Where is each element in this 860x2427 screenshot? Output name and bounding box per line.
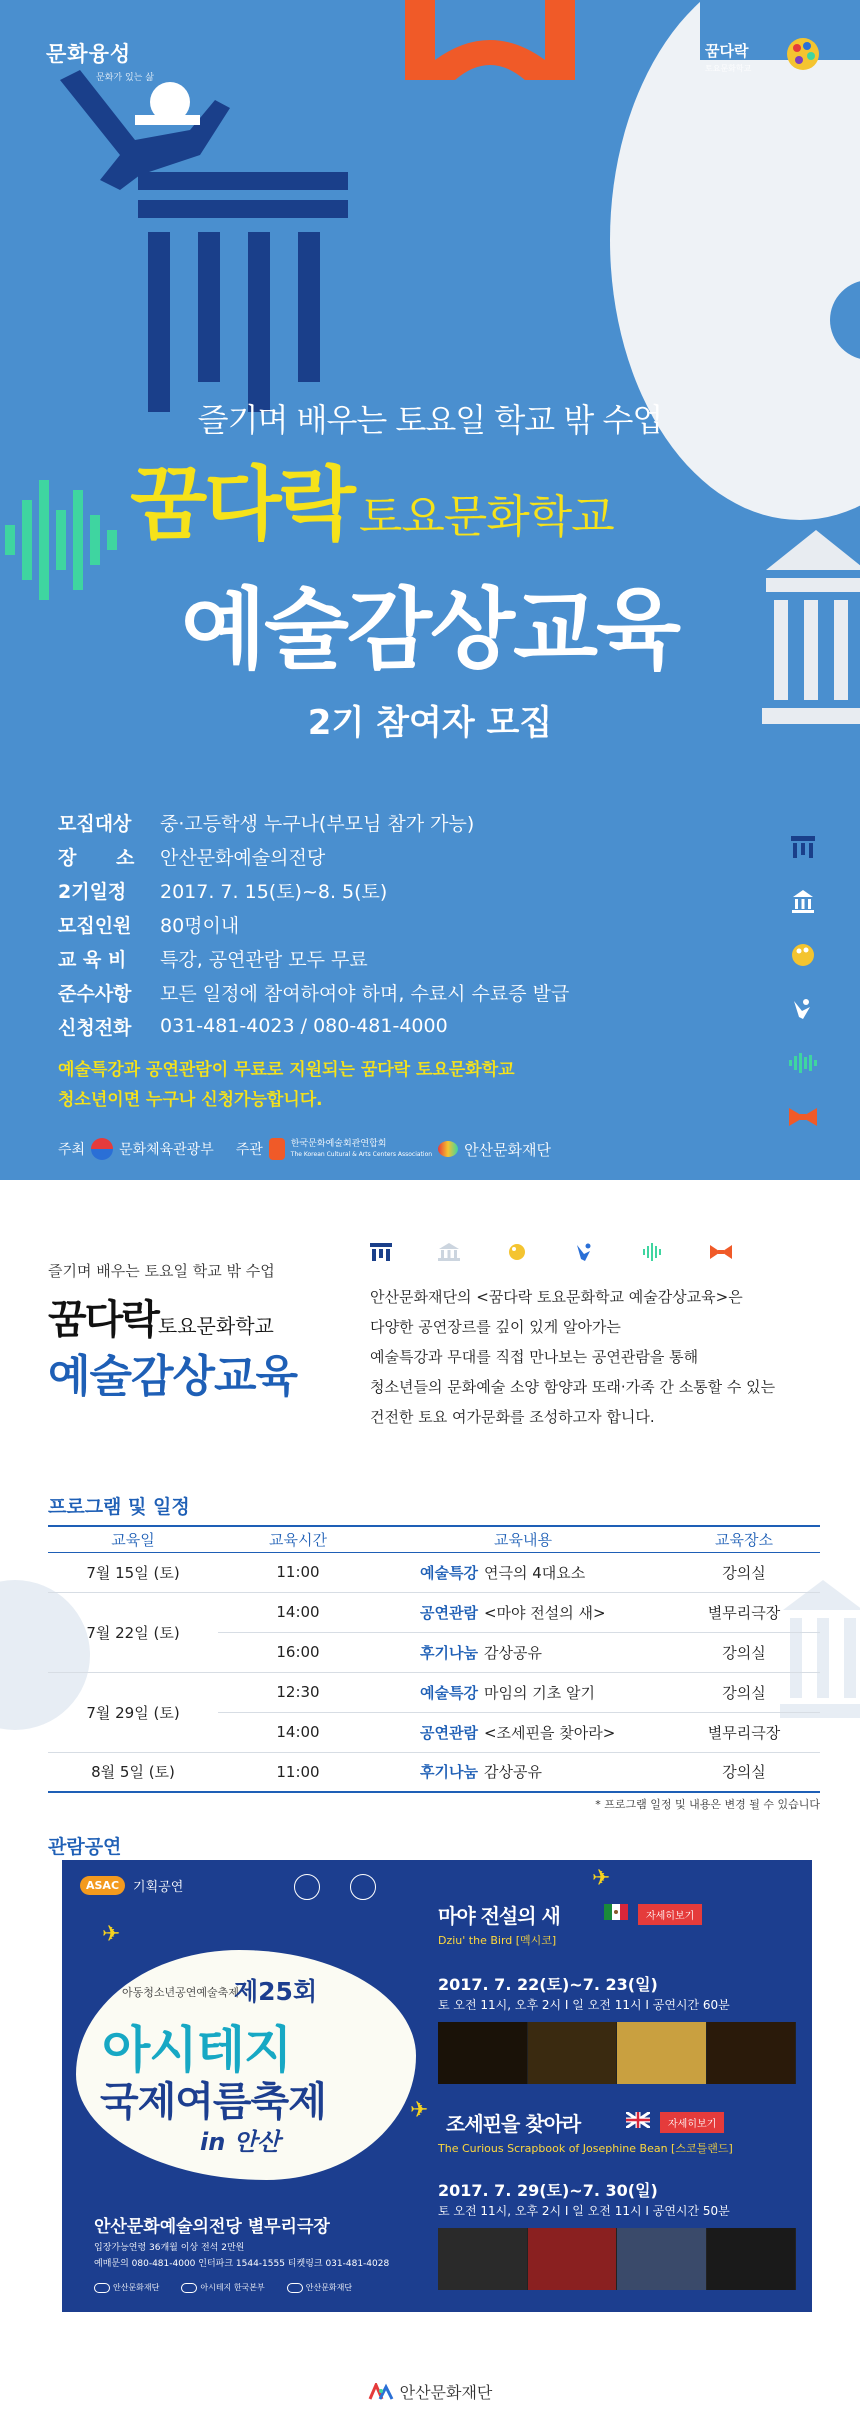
info-key: 신청전화 [58,1016,132,1039]
side-icon-column [788,832,818,1156]
intro-description [370,1282,775,1432]
palette-icon [783,34,823,74]
content-text: <마야 전설의 새> [483,1603,606,1622]
show2-detail-button[interactable]: 자세히보기 [660,2112,724,2133]
content-text: <조세핀을 찾아라> [483,1723,616,1742]
org-logo-icon [287,2283,303,2293]
type-label: 후기나눔 [420,1643,478,1662]
place-cell: 강의실 [668,1552,820,1592]
content-cell [378,1672,668,1712]
info-key: 2기일정 [58,880,127,903]
show-photo [707,2022,797,2084]
festival-orgs [94,2282,352,2293]
table-row [48,1672,820,1712]
show2-subtitle: The Curious Scrapbook of Josephine Bean [스코틀랜드] [438,2142,733,2155]
kocaca-icon [269,1138,285,1160]
info-value: 모든 일정에 참여하여야 하며, 수료시 수료증 발급 [160,982,570,1005]
festival-number: 제25회 [234,1977,318,2006]
ansan-icon [438,1141,458,1157]
program-section [0,1180,860,2427]
content-cell [378,1552,668,1592]
uk-flag-icon [626,2112,650,2128]
content-cell [378,1752,668,1792]
fest-org [94,2282,159,2293]
show2-photos [438,2228,796,2290]
bowtie-icon [710,1243,732,1261]
info-key: 모집대상 [58,812,132,835]
date-cell: 7월 29일 (토) [48,1672,218,1752]
festival-location: in 안산 [200,2128,281,2156]
festival-poster [62,1860,812,2312]
desc-line: 다양한 공연장르를 깊이 있게 알아가는 [370,1318,621,1336]
festival-subtitle: 아동청소년공연예술축제 [122,1986,239,1999]
footer-logo-text: 안산문화재단 [399,2383,493,2402]
info-key: 장 소 [58,846,135,869]
show1-detail-button[interactable]: 자세히보기 [638,1904,702,1925]
info-value: 특강, 공연관람 모두 무료 [160,948,368,971]
info-key: 준수사항 [58,982,132,1005]
intro-icon-row [370,1243,732,1261]
pillar-icon [138,172,348,412]
table-header-row [48,1526,820,1552]
info-key: 모집인원 [58,914,132,937]
org1-en: The Korean Cultural & Arts Centers Association [290,1150,433,1158]
table-row [48,1552,820,1592]
info-key: 교 육 비 [58,948,127,971]
content-cell [378,1592,668,1632]
plane-icon: ✈ [410,2098,429,2123]
partner-logo-icon [350,1874,376,1900]
festival-badge [80,1876,183,1895]
org-logo-icon [94,2283,110,2293]
desc-line: 안산문화재단의 <꿈다락 토요문화학교 예술감상교육>은 [370,1288,743,1306]
place-cell: 별무리극장 [668,1712,820,1752]
schedule-note: * 프로그램 일정 및 내용은 변경 될 수 있습니다 [595,1798,820,1811]
partner-logo-icon [294,1874,320,1900]
culture-logo-sub: 문화가 있는 삶 [96,73,154,83]
hero-brand-row [130,440,614,555]
sponsor-row [58,1138,551,1160]
intro-brand [48,1288,274,1345]
pillar-icon [788,832,818,862]
schedule-table [48,1525,820,1793]
intro-brand-name: 꿈다락 [48,1297,158,1343]
hero-brand: 꿈다락 [130,458,353,551]
date-cell: 7월 15일 (토) [48,1552,218,1592]
time-cell: 14:00 [218,1712,378,1752]
hero-subtitle: 즐기며 배우는 토요일 학교 밖 수업 [197,401,663,439]
show1-subtitle: Dziu' the Bird [멕시코] [438,1934,557,1947]
plane-icon: ✈ [592,1866,611,1891]
bowtie-icon [405,0,575,80]
hero-poster [0,0,860,1180]
org1 [291,1139,432,1160]
program-logo-title: 꿈다락 [705,42,749,60]
fest-org-name: 안산문화재단 [113,2283,160,2292]
pillar-icon [370,1243,392,1261]
column-header: 교육장소 [668,1526,820,1552]
temple-icon [788,886,818,916]
host-label: 주최 [58,1142,86,1158]
info-value: 안산문화예술의전당 [160,846,326,869]
content-cell [378,1712,668,1752]
org-logo-icon [181,2283,197,2293]
asac-logo: ASAC [80,1876,125,1895]
bowtie-icon [788,1102,818,1132]
type-label: 공연관람 [420,1723,478,1742]
info-row [58,873,569,907]
notice-line: 예술특강과 공연관람이 무료로 지원되는 꿈다락 토요문화학교 [58,1060,515,1080]
intro-title: 예술감상교육 [48,1351,298,1402]
decorative-curve [610,0,860,520]
desc-line: 예술특강과 무대를 직접 만나보는 공연관람을 통해 [370,1348,699,1366]
info-value: 031-481-4023 / 080-481-4000 [160,1015,448,1037]
info-row [58,975,569,1009]
content-text: 감상공유 [483,1763,542,1782]
show2-name: 조세핀을 찾아라 [446,2112,581,2136]
shows-title: 관람공연 [48,1836,122,1858]
intro-brand-small: 토요문화학교 [157,1314,274,1338]
date-cell: 7월 22일 (토) [48,1592,218,1672]
program-logo [705,40,751,74]
show1-date: 2017. 7. 22(토)~7. 23(일) [438,1975,658,1994]
place-cell: 강의실 [668,1632,820,1672]
info-value: 80명이내 [160,914,240,937]
culture-logo [46,38,154,83]
fest-org [287,2282,352,2293]
time-cell: 16:00 [218,1632,378,1672]
org-label: 주관 [235,1142,263,1158]
festival-title: 아시테지 [102,2021,292,2079]
info-value: 중·고등학생 누구나(부모님 참가 가능) [160,812,475,835]
type-label: 예술특강 [420,1563,478,1582]
desc-line: 건전한 토요 여가문화를 조성하고자 합니다. [370,1408,655,1426]
fest-org-name: 안산문화재단 [305,2283,353,2292]
time-cell: 12:30 [218,1672,378,1712]
table-row [48,1752,820,1792]
hero-title: 예술감상교육 [180,578,680,681]
program-title: 프로그램 및 일정 [48,1496,190,1518]
show-photo [528,2022,618,2084]
fest-org [181,2282,264,2293]
content-text: 연극의 4대요소 [483,1563,586,1582]
sound-wave-icon [788,1048,818,1078]
info-row [58,1009,569,1043]
festival-tel: 예매문의 080-481-4000 인터파크 1544-1555 티켓링크 031-481-4028 [94,2259,390,2269]
palette-icon [788,940,818,970]
type-label: 후기나눔 [420,1763,478,1782]
show1-name: 마야 전설의 새 [438,1904,560,1928]
program-logo-sub: 토요문화학교 [705,64,752,73]
recruit-heading: 2기 참여자 모집 [307,703,553,743]
notice [58,1055,515,1115]
table-row [48,1592,820,1632]
place-cell: 별무리극장 [668,1592,820,1632]
dancer-icon [788,994,818,1024]
culture-logo-title: 문화융성 [46,42,132,66]
info-row [58,907,569,941]
place-cell: 강의실 [668,1752,820,1792]
show2-date: 2017. 7. 29(토)~7. 30(일) [438,2181,658,2200]
mexico-flag-icon [604,1904,628,1920]
show-photo [438,2228,528,2290]
sound-wave-icon [642,1243,664,1261]
plane-icon: ✈ [102,1922,121,1947]
info-row [58,839,569,873]
info-row [58,941,569,975]
partner-logos [294,1874,376,1900]
type-label: 예술특강 [420,1683,478,1702]
palette-icon [506,1243,528,1261]
show1-photos [438,2022,796,2084]
show-photo [617,2228,707,2290]
hero-brand-small: 토요문화학교 [358,490,614,543]
column-header: 교육일 [48,1526,218,1552]
date-cell: 8월 5일 (토) [48,1752,218,1792]
notice-line: 청소년이면 누구나 신청가능합니다. [58,1090,323,1110]
badge-text: 기획공연 [133,1880,184,1895]
column-header: 교육내용 [378,1526,668,1552]
desc-line: 청소년들의 문화예술 소양 함양과 또래·가족 간 소통할 수 있는 [370,1378,776,1396]
fest-org-name: 아시테지 한국본부 [200,2283,265,2292]
content-text: 감상공유 [483,1643,542,1662]
show-photo [528,2228,618,2290]
time-cell: 14:00 [218,1592,378,1632]
festival-age: 입장가능연령 36개월 이상 전석 2만원 [94,2243,245,2253]
show-list [410,1860,812,2312]
content-cell [378,1632,668,1672]
org1-name: 한국문화예술회관연합회 [290,1138,387,1149]
time-cell: 11:00 [218,1752,378,1792]
info-list [58,805,569,1043]
temple-icon [438,1243,460,1261]
type-label: 공연관람 [420,1603,478,1622]
info-value: 2017. 7. 15(토)~8. 5(토) [160,880,388,903]
host-name: 문화체육관광부 [119,1142,214,1158]
intro-subtitle: 즐기며 배우는 토요일 학교 밖 수업 [48,1262,275,1280]
time-cell: 11:00 [218,1552,378,1592]
show2-time: 토 오전 11시, 오후 2시 I 일 오전 11시 I 공연시간 50분 [438,2204,730,2218]
festival-title-2: 국제여름축제 [100,2079,326,2125]
show-photo [707,2228,797,2290]
place-cell: 강의실 [668,1672,820,1712]
info-row [58,805,569,839]
show-photo [438,2022,528,2084]
taeguk-icon [91,1138,113,1160]
ansan-logo-icon [368,2383,394,2401]
show1-time: 토 오전 11시, 오후 2시 I 일 오전 11시 I 공연시간 60분 [438,1998,730,2012]
org2-name: 안산문화재단 [464,1140,552,1159]
dancer-icon [574,1243,596,1261]
festival-venue: 안산문화예술의전당 별무리극장 [94,2217,330,2237]
show-photo [617,2022,707,2084]
column-header: 교육시간 [218,1526,378,1552]
footer-logo [0,2380,860,2403]
content-text: 마임의 기초 알기 [483,1683,595,1702]
